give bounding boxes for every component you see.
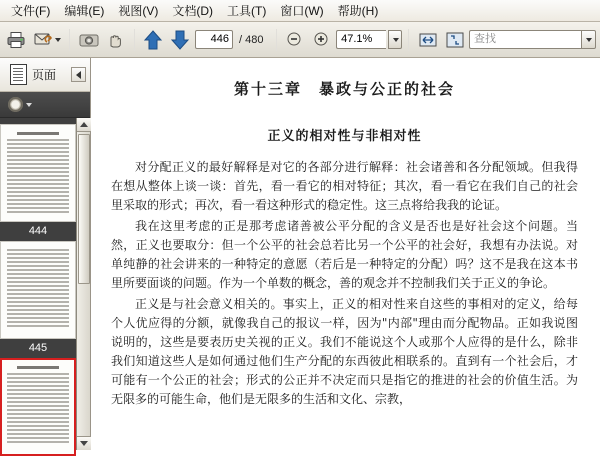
gear-icon[interactable] [8, 97, 23, 112]
toolbar-separator-2 [134, 29, 135, 51]
collapse-left-icon [76, 71, 81, 79]
thumbnail-item[interactable] [0, 124, 76, 237]
sidebar-options-dropdown-icon[interactable] [26, 103, 32, 107]
scroll-down-arrow-icon [80, 441, 88, 446]
body-paragraph: 我在这里考虑的正是那考虑诸善被公平分配的含义是否也是好社会这个问题。当然，正义也要取分：但一个公平的社会总若比另一个公平的社会好，我想有办法说。对单纯静的社会讲来的一种特定的意愿（若后是一种特定的分配）吗？这不是我在这本书里所要面谈的问题。作为一个单数的概念，善的观念并不控制我们关于正义的争论。 [111, 219, 578, 290]
section-title: 正义的相对性与非相对性 [267, 129, 422, 144]
sidebar-tab-label: 页面 [32, 68, 57, 82]
thumbnail-item-current[interactable] [0, 358, 76, 471]
menu-view[interactable]: 视图(V) [118, 3, 159, 18]
menu-tools[interactable]: 工具(T) [227, 3, 267, 18]
thumbnail-page-image [0, 358, 76, 456]
print-button[interactable] [4, 27, 29, 53]
email-dropdown-icon[interactable] [55, 38, 61, 42]
thumbnail-item[interactable] [0, 241, 76, 354]
chapter-title: 第十三章 暴政与公正的社会 [233, 80, 455, 98]
thumbnail-label: 445 [28, 342, 48, 354]
chevron-down-icon [393, 38, 399, 42]
thumbnail-pane [0, 118, 90, 471]
menu-window[interactable]: 窗口(W) [280, 3, 324, 18]
scroll-up-arrow-icon [80, 122, 88, 127]
menu-edit[interactable]: 编辑(E) [64, 3, 105, 18]
zoom-dropdown-button[interactable] [388, 30, 402, 49]
toolbar-separator-3 [276, 29, 277, 51]
thumbnail-label: 446 [28, 459, 48, 471]
body-paragraph: 正义是与社会意义相关的。事实上，正义的相对性来自这些的事相对的定义，给每个人优应得的分额，就像我自己的报议一样，因为"内部"理由而分配物品。正如我说图说明的，这些是要表历史关视的正义。我们不能说这个人或那个人应得的是什么，除非我们知道这些人是如何通过他们生产分配的东西彼此相联系的。直到有一个社会后，才可能有一个公正的社会；形式的公正并不决定而只是指它的推进的社会的价值生活。为无限多的可能生命，他们是无限多的生活和文化、宗教， [111, 297, 578, 406]
thumbnail-page-image [0, 241, 76, 339]
zoom-level-input[interactable]: 47.1% [336, 30, 386, 49]
sidebar-options-toolbar [0, 92, 90, 118]
workspace [0, 58, 600, 471]
next-page-button[interactable] [168, 27, 193, 53]
scroll-down-button[interactable] [77, 436, 91, 450]
thumbnail-list[interactable] [0, 118, 76, 471]
menu-help[interactable]: 帮助(H) [337, 3, 379, 18]
zoom-out-button[interactable] [283, 27, 308, 53]
sidebar-collapse-button[interactable] [71, 67, 86, 82]
menu-file[interactable]: 文件(F) [11, 3, 51, 18]
scroll-up-button[interactable] [77, 118, 91, 132]
sidebar-tab-pages[interactable] [4, 61, 62, 88]
fit-width-button[interactable] [415, 27, 440, 53]
previous-page-button[interactable] [141, 27, 166, 53]
chevron-down-icon [586, 38, 592, 42]
email-button[interactable] [31, 27, 63, 53]
pages-icon [10, 64, 27, 85]
document-view[interactable] [91, 58, 600, 450]
thumbnail-label: 444 [28, 225, 48, 237]
zoom-in-button[interactable] [309, 27, 334, 53]
scrollbar-thumb[interactable] [78, 134, 90, 284]
pages-sidebar [0, 58, 91, 471]
menu-document[interactable]: 文档(D) [172, 3, 213, 18]
search-input[interactable]: 查找 [469, 30, 581, 49]
snapshot-button[interactable] [76, 27, 101, 53]
thumbnail-page-image [0, 124, 76, 222]
select-tool-button[interactable] [103, 27, 128, 53]
sidebar-header [0, 58, 90, 92]
search-dropdown-button[interactable] [581, 30, 596, 49]
page-number-input[interactable]: 446 [195, 30, 234, 49]
pdf-page [91, 58, 600, 409]
toolbar-separator [69, 29, 70, 51]
fit-page-button[interactable] [442, 27, 467, 53]
thumbnail-scrollbar[interactable] [76, 118, 90, 450]
toolbar-separator-4 [408, 29, 409, 51]
main-toolbar [0, 22, 600, 58]
menu-bar [0, 0, 600, 22]
body-paragraph: 对分配正义的最好解释是对它的各部分进行解释：社会诸善和各分配领域。但我得在想从整体上谈一谈：首先，看一看它的相对特征；其次，看一看它在我们自己的社会里采取的形式；再次，看一看这种形式的稳定性。这三点将给我我的论证。 [111, 160, 578, 212]
page-total-label: / 480 [239, 33, 264, 46]
search-area [469, 30, 596, 49]
